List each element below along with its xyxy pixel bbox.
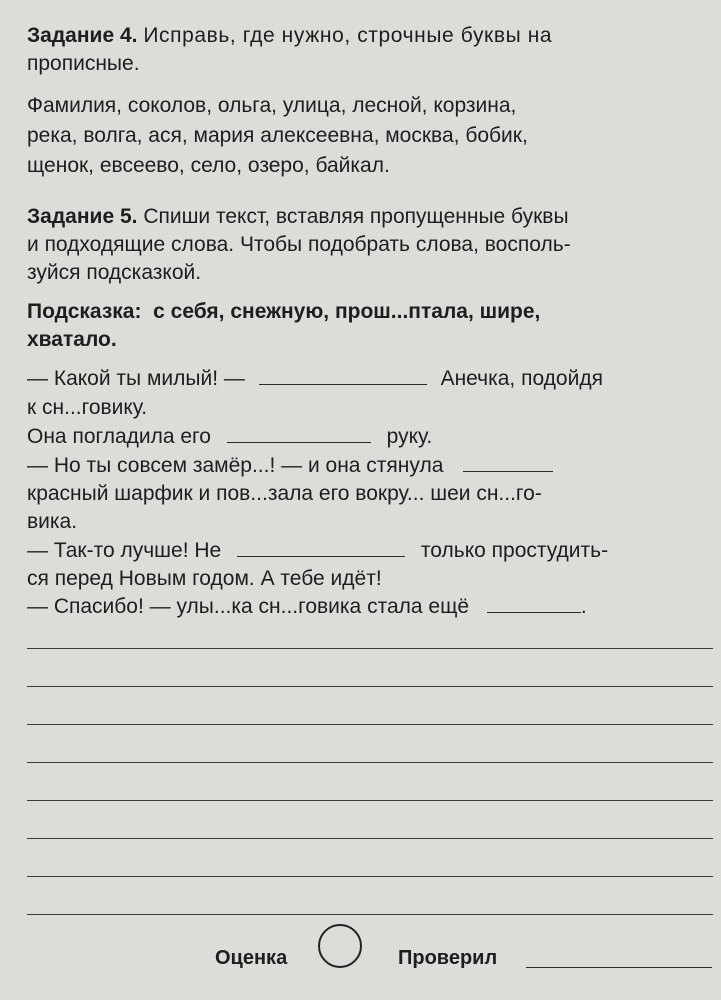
- task4-instruction-2: прописные.: [27, 52, 140, 75]
- hint-label: Подсказка:: [27, 300, 142, 323]
- text-line-7: [27, 537, 711, 565]
- checked-by-blank[interactable]: [526, 949, 712, 968]
- fill-blank-3[interactable]: [463, 453, 553, 472]
- text-line-6: вика.: [27, 510, 78, 533]
- task4-words-3: щенок, евсеево, село, озеро, байкал.: [27, 154, 390, 177]
- text-line-3: [27, 423, 711, 451]
- writing-line[interactable]: [27, 648, 713, 649]
- task5-label: Задание 5.: [27, 205, 138, 228]
- text-l7-b: только простудить-: [420, 539, 609, 562]
- task4-line-1: [27, 22, 711, 50]
- task4-words-2: река, волга, ася, мария алексеевна, москва, бобик,: [27, 124, 528, 147]
- text-l4-a: — Но ты совсем замёр...! — и она стянула: [27, 454, 444, 477]
- task4-label: Задание 4.: [27, 24, 138, 47]
- writing-line[interactable]: [27, 876, 713, 877]
- text-line-2: к сн...говику.: [27, 396, 148, 419]
- text-line-5: красный шарфик и пов...зала его вокру... шеи сн...го-: [27, 482, 542, 505]
- text-l1-a: — Какой ты милый! —: [27, 367, 245, 390]
- text-line-9: [27, 593, 711, 621]
- writing-line[interactable]: [27, 686, 713, 687]
- writing-line[interactable]: [27, 914, 713, 915]
- task5-instruction-2: и подходящие слова. Чтобы подобрать слова, восполь-: [27, 233, 571, 256]
- fill-blank-1[interactable]: [259, 366, 427, 385]
- fill-blank-2[interactable]: [227, 424, 371, 443]
- text-line-8: ся перед Новым годом. А тебе идёт!: [27, 567, 382, 590]
- task5-instruction-1: Спиши текст, вставляя пропущенные буквы: [143, 205, 569, 228]
- fill-blank-5[interactable]: [487, 594, 581, 613]
- text-line-4: [27, 452, 711, 480]
- grade-circle[interactable]: [318, 924, 362, 968]
- hint-text-1: с себя, снежную, прош...птала, шире,: [153, 300, 541, 323]
- task5-line-1: [27, 203, 711, 231]
- text-l1-b: Анечка, подойдя: [440, 367, 603, 390]
- text-line-1: [27, 365, 711, 393]
- task5-instruction-3: зуйся подсказкой.: [27, 261, 202, 284]
- writing-line[interactable]: [27, 838, 713, 839]
- task4-instruction-1: Исправь, где нужно, строчные буквы на: [143, 24, 553, 47]
- task4-words-1: Фамилия, соколов, ольга, улица, лесной, корзина,: [27, 94, 517, 117]
- fill-blank-4[interactable]: [237, 538, 405, 557]
- grade-label: Оценка: [215, 947, 288, 969]
- writing-line[interactable]: [27, 762, 713, 763]
- text-l3-a: Она погладила его: [27, 425, 211, 448]
- hint-text-2: хватало.: [27, 328, 117, 351]
- text-l3-b: руку.: [386, 425, 433, 448]
- hint-line-1: [27, 298, 711, 326]
- text-l7-a: — Так-то лучше! Не: [27, 539, 222, 562]
- writing-line[interactable]: [27, 724, 713, 725]
- text-l9-a: — Спасибо! — улы...ка сн...говика стала ещё: [27, 595, 470, 618]
- writing-line[interactable]: [27, 800, 713, 801]
- text-l9-b: .: [580, 595, 587, 618]
- checked-by-label: Проверил: [398, 947, 498, 969]
